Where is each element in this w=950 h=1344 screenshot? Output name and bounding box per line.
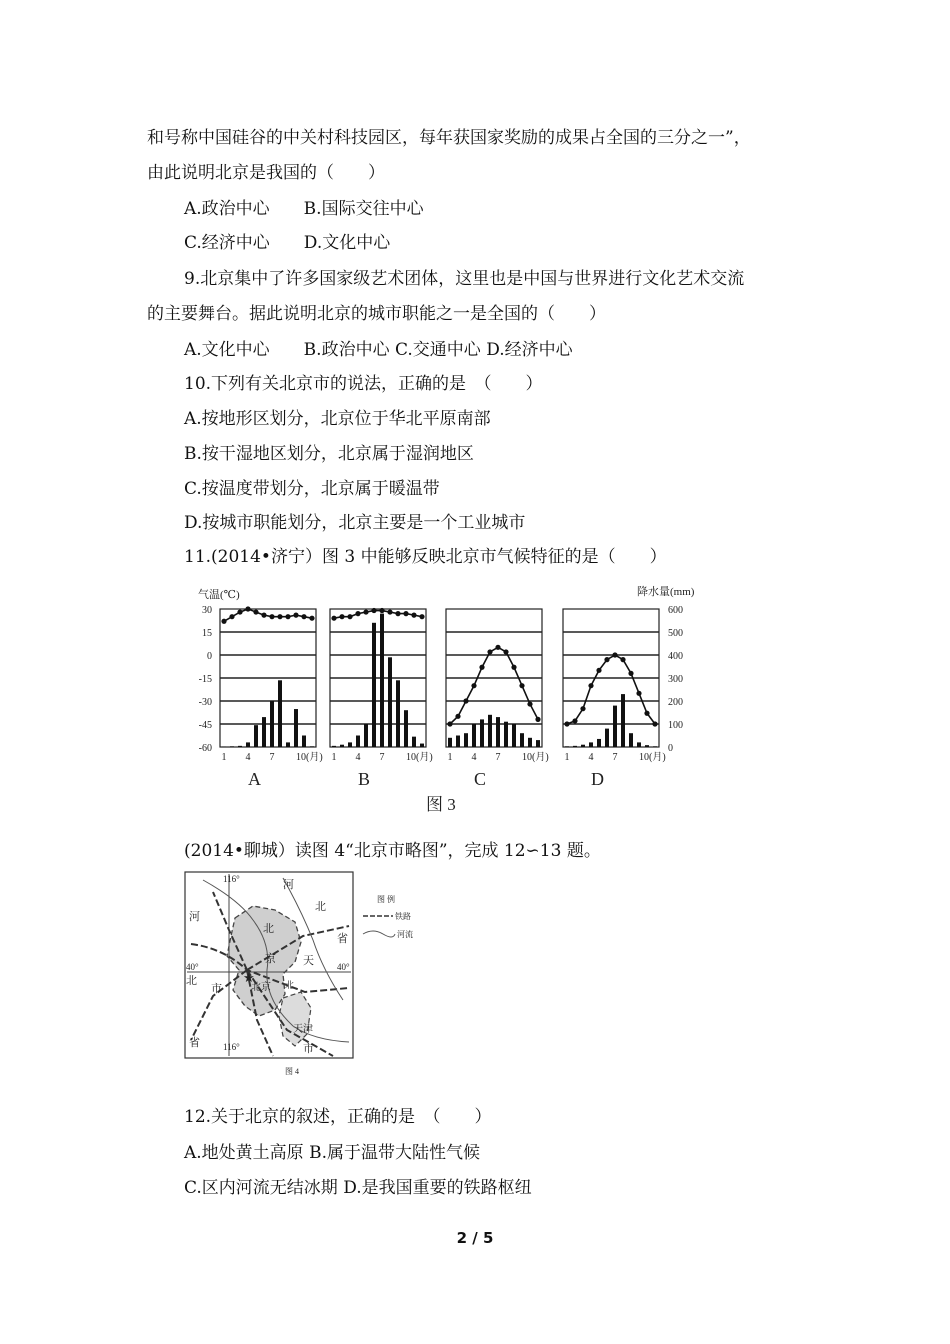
- map-label-bei-small: 北: [285, 980, 295, 990]
- left-axis-label: 气温(℃): [198, 589, 240, 601]
- precip-bar: [270, 701, 274, 747]
- map-label-he-top: 河: [283, 879, 294, 891]
- precip-bar: [380, 614, 384, 747]
- option-q10-d: D.按城市职能划分，北京主要是一个工业城市: [184, 513, 526, 533]
- panel-label: C: [474, 769, 487, 789]
- precip-bar: [310, 746, 314, 747]
- precip-bar: [254, 725, 258, 747]
- precip-bar: [472, 724, 476, 747]
- month-tick-label: 1: [564, 752, 570, 763]
- month-tick-label: 1: [221, 752, 227, 763]
- option-line-q8-ab: A.政治中心 B.国际交往中心: [184, 199, 424, 219]
- legend-river-label: 河流: [397, 930, 413, 939]
- temp-point: [309, 616, 314, 621]
- temp-point: [347, 614, 352, 619]
- temp-tick-label: -45: [198, 720, 212, 731]
- precip-bar: [294, 709, 298, 747]
- temp-point: [455, 714, 460, 719]
- temp-point: [527, 701, 532, 706]
- temp-tick-label: 30: [202, 605, 212, 616]
- temp-point: [363, 609, 368, 614]
- month-tick-label: 4: [355, 752, 361, 763]
- map-label-bei-left: 北: [186, 975, 197, 987]
- temp-point: [301, 614, 306, 619]
- precip-bar: [372, 623, 376, 747]
- precip-tick-label: 400: [668, 651, 683, 662]
- left-axis-ticks: [199, 605, 212, 754]
- option-line-q9: A.文化中心 B.政治中心 C.交通中心 D.经济中心: [184, 340, 573, 360]
- precip-bar: [332, 746, 336, 747]
- precip-bar: [396, 680, 400, 747]
- map-label-he-left: 河: [189, 911, 200, 923]
- month-tick-label: 10(月): [406, 752, 433, 763]
- text-line-1: 和号称中国硅谷的中关村科技园区，每年获国家奖励的成果占全国的三分之一”，: [147, 128, 751, 148]
- precip-bar: [536, 740, 540, 747]
- precip-bar: [496, 717, 500, 747]
- month-tick-label: 1: [331, 752, 337, 763]
- precip-bar: [621, 694, 625, 747]
- temp-point: [411, 613, 416, 618]
- temp-point: [221, 619, 226, 624]
- temp-point: [245, 606, 250, 611]
- legend-railway-label: 铁路: [395, 912, 411, 921]
- figure-4-beijing-map: [183, 870, 423, 1080]
- map-label-bei-beijing: 北: [263, 923, 274, 935]
- precip-bar: [653, 746, 657, 747]
- precip-bar: [629, 733, 633, 747]
- temp-point: [447, 721, 452, 726]
- question-10: 10.下列有关北京市的说法，正确的是 （ ）: [184, 374, 543, 394]
- map-lat-label-right: 40°: [337, 962, 350, 972]
- precip-bar: [286, 742, 290, 747]
- temp-point: [277, 614, 282, 619]
- temp-point: [620, 657, 625, 662]
- climate-chart-c: [446, 609, 549, 789]
- temp-tick-label: 0: [207, 651, 212, 662]
- temp-point: [379, 608, 384, 613]
- question-12: 12.关于北京的叙述，正确的是 （ ）: [184, 1107, 492, 1127]
- temp-line: [567, 655, 655, 724]
- beijing-star-icon: ★: [243, 970, 255, 985]
- precip-bar: [262, 717, 266, 747]
- month-tick-label: 7: [379, 752, 385, 763]
- precip-bar: [230, 746, 234, 747]
- temp-point: [644, 711, 649, 716]
- temp-point: [471, 683, 476, 688]
- temp-point: [535, 717, 540, 722]
- temp-point: [652, 721, 657, 726]
- map-label-tian: 天: [303, 955, 314, 967]
- temp-point: [261, 613, 266, 618]
- month-tick-label: 7: [495, 752, 501, 763]
- option-q10-c: C.按温度带划分，北京属于暖温带: [184, 479, 440, 499]
- climate-chart-b: [330, 608, 433, 789]
- temp-line: [224, 609, 312, 621]
- precip-tick-label: 0: [668, 743, 673, 754]
- temp-point: [596, 668, 601, 673]
- climate-chart-d: [563, 609, 666, 789]
- temp-point: [495, 645, 500, 650]
- temp-point: [463, 698, 468, 703]
- figure-3-climate-charts: [190, 582, 710, 817]
- temp-tick-label: -60: [198, 743, 212, 754]
- temp-tick-label: 15: [202, 628, 212, 639]
- map-label-tianjin-city: 天津: [293, 1024, 313, 1035]
- temp-tick-label: -15: [198, 674, 212, 685]
- precip-bar: [364, 724, 368, 747]
- map-label-shi-left: 市: [211, 983, 222, 995]
- question-9-line-2: 的主要舞台。据此说明北京的城市职能之一是全国的（ ）: [147, 304, 606, 324]
- map-label-jing: 京: [265, 953, 276, 965]
- precip-bar: [488, 715, 492, 747]
- temp-point: [269, 614, 274, 619]
- map-lon-label-top: 116°: [223, 874, 240, 884]
- precip-bar: [504, 722, 508, 747]
- option-q12-cd: C.区内河流无结冰期 D.是我国重要的铁路枢纽: [184, 1178, 532, 1198]
- option-line-q8-cd: C.经济中心 D.文化中心: [184, 233, 391, 253]
- temp-point: [331, 616, 336, 621]
- precip-tick-label: 200: [668, 697, 683, 708]
- panel-label: D: [591, 769, 604, 789]
- precip-bar: [420, 744, 424, 747]
- figure-4-caption: 图 4: [285, 1067, 299, 1076]
- right-axis-label: 降水量(mm): [637, 586, 695, 598]
- temp-point: [229, 614, 234, 619]
- temp-point: [604, 657, 609, 662]
- temp-point: [612, 652, 617, 657]
- temp-point: [285, 614, 290, 619]
- figure-3-caption: 图 3: [426, 795, 456, 814]
- map-label-sheng-right: 省: [337, 933, 348, 945]
- precip-bar: [589, 742, 593, 747]
- temp-point: [580, 706, 585, 711]
- temp-point: [588, 683, 593, 688]
- precip-bar: [512, 724, 516, 747]
- precip-tick-label: 100: [668, 720, 683, 731]
- precip-bar: [581, 745, 585, 747]
- precip-tick-label: 500: [668, 628, 683, 639]
- precip-bar: [565, 746, 569, 747]
- precip-bar: [238, 746, 242, 747]
- month-tick-label: 4: [588, 752, 594, 763]
- temp-point: [487, 649, 492, 654]
- option-q12-ab: A.地处黄土高原 B.属于温带大陆性气候: [184, 1143, 480, 1163]
- temp-point: [519, 683, 524, 688]
- chart-panels: [220, 606, 666, 789]
- option-q10-a: A.按地形区划分，北京位于华北平原南部: [184, 409, 491, 429]
- temp-point: [355, 611, 360, 616]
- temp-point: [636, 691, 641, 696]
- precip-bar: [302, 736, 306, 748]
- precip-bar: [480, 719, 484, 747]
- precip-bar: [520, 733, 524, 747]
- map-lon-label-bottom: 116°: [223, 1042, 240, 1052]
- month-tick-label: 4: [245, 752, 251, 763]
- temp-point: [395, 611, 400, 616]
- precip-bar: [573, 746, 577, 747]
- precip-bar: [412, 737, 416, 747]
- map-label-shi-bottom: 市: [303, 1043, 314, 1055]
- climate-chart-a: [220, 606, 323, 789]
- option-q10-b: B.按干湿地区划分，北京属于湿润地区: [184, 444, 474, 464]
- map-label-bei-hebei: 北: [315, 901, 326, 913]
- temp-point: [564, 721, 569, 726]
- precip-bar: [597, 739, 601, 747]
- temp-point: [572, 718, 577, 723]
- temp-point: [293, 613, 298, 618]
- temp-line: [450, 647, 538, 724]
- question-11: 11.(2014•济宁）图 3 中能够反映北京市气候特征的是（ ）: [184, 547, 667, 567]
- precip-bar: [645, 745, 649, 747]
- temp-point: [371, 608, 376, 613]
- question-9-line-1: 9.北京集中了许多国家级艺术团体，这里也是中国与世界进行文化艺术交流: [184, 269, 745, 289]
- temp-point: [237, 609, 242, 614]
- map-lat-label-left: 40°: [186, 962, 199, 972]
- text-line-2: 由此说明北京是我国的（ ）: [147, 163, 385, 183]
- map-label-beijing-city: 北京: [251, 982, 271, 993]
- precip-tick-label: 300: [668, 674, 683, 685]
- precip-bar: [528, 738, 532, 747]
- month-tick-label: 7: [269, 752, 275, 763]
- temp-tick-label: -30: [198, 697, 212, 708]
- precip-bar: [246, 742, 250, 747]
- temp-point: [339, 614, 344, 619]
- precip-bar: [613, 706, 617, 747]
- precip-bar: [356, 736, 360, 748]
- month-tick-label: 7: [612, 752, 618, 763]
- precip-bar: [348, 742, 352, 747]
- page-number: 2 / 5: [456, 1229, 494, 1247]
- map-label-sheng-bottom: 省: [189, 1037, 200, 1049]
- month-tick-label: 10(月): [522, 752, 549, 763]
- precip-bar: [340, 745, 344, 747]
- precip-bar: [278, 680, 282, 747]
- month-tick-label: 1: [447, 752, 453, 763]
- temp-point: [387, 609, 392, 614]
- temp-point: [503, 649, 508, 654]
- precip-bar: [637, 742, 641, 747]
- temp-point: [511, 665, 516, 670]
- precip-bar: [404, 710, 408, 747]
- temp-point: [253, 609, 258, 614]
- temp-point: [419, 614, 424, 619]
- month-tick-label: 4: [471, 752, 477, 763]
- question-12-13-intro: (2014•聊城）读图 4“北京市略图”，完成 12∽13 题。: [184, 841, 601, 861]
- temp-point: [628, 671, 633, 676]
- precip-bar: [464, 733, 468, 747]
- panel-label: A: [248, 769, 261, 789]
- panel-label: B: [358, 769, 371, 789]
- precip-bar: [456, 736, 460, 748]
- right-axis-ticks: [668, 605, 683, 754]
- legend-title: 图 例: [377, 895, 395, 904]
- precip-tick-label: 600: [668, 605, 683, 616]
- precip-bar: [448, 738, 452, 747]
- precip-bar: [388, 657, 392, 747]
- month-tick-label: 10(月): [296, 752, 323, 763]
- temp-point: [479, 665, 484, 670]
- precip-bar: [605, 729, 609, 747]
- temp-line: [334, 611, 422, 619]
- month-tick-label: 10(月): [639, 752, 666, 763]
- legend-river-symbol: [363, 931, 395, 937]
- temp-point: [403, 611, 408, 616]
